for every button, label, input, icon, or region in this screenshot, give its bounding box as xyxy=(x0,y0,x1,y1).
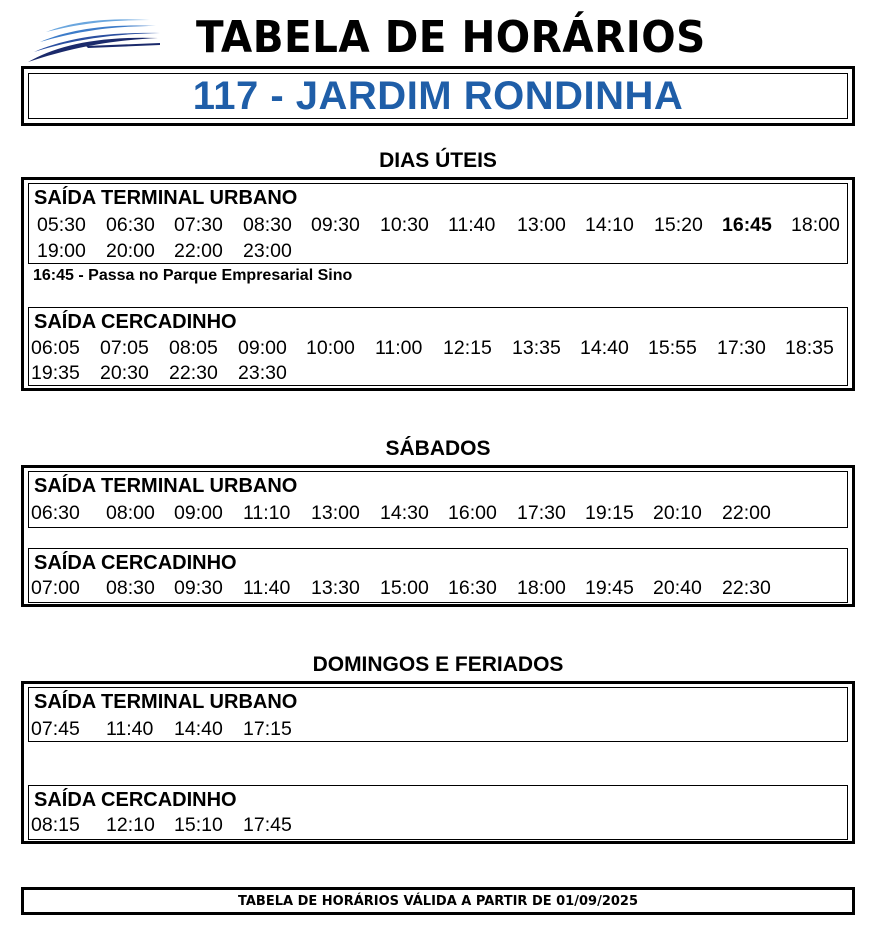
departure-time: 08:30 xyxy=(243,214,292,236)
departure-time: 07:05 xyxy=(100,337,149,359)
departure-time: 20:40 xyxy=(653,577,702,599)
bus-company-logo-icon xyxy=(26,16,162,64)
departure-time: 16:30 xyxy=(448,577,497,599)
schedule-note: 16:45 - Passa no Parque Empresarial Sino xyxy=(33,267,353,284)
group-domingos-terminal xyxy=(28,687,848,742)
route-inner-frame xyxy=(28,73,848,119)
departure-time: 07:45 xyxy=(31,718,80,740)
departure-time: 15:10 xyxy=(174,814,223,836)
route-title: 117 - JARDIM RONDINHA xyxy=(192,73,684,118)
departure-time: 08:05 xyxy=(169,337,218,359)
departure-time: 14:30 xyxy=(380,502,429,524)
departure-time: 19:35 xyxy=(31,362,80,384)
section-dias-uteis xyxy=(21,177,855,391)
departure-time: 14:10 xyxy=(585,214,634,236)
departure-time: 20:30 xyxy=(100,362,149,384)
departure-time: 08:00 xyxy=(106,502,155,524)
departure-time: 19:15 xyxy=(585,502,634,524)
departure-time: 13:35 xyxy=(512,337,561,359)
departure-time: 11:10 xyxy=(243,502,291,524)
times-row xyxy=(29,239,847,263)
departure-time: 17:15 xyxy=(243,718,292,740)
times-row xyxy=(29,336,847,360)
departure-time: 11:40 xyxy=(106,718,154,740)
departure-time: 15:00 xyxy=(380,577,429,599)
departure-time: 22:00 xyxy=(722,502,771,524)
route-box xyxy=(21,66,855,126)
departure-time: 14:40 xyxy=(174,718,223,740)
departure-time: 18:00 xyxy=(791,214,840,236)
departure-time: 08:15 xyxy=(31,814,80,836)
group-sabados-terminal xyxy=(28,471,848,528)
departure-time: 18:35 xyxy=(785,337,834,359)
group-domingos-cercadinho xyxy=(28,785,848,840)
page-title: TABELA DE HORÁRIOS xyxy=(196,12,706,63)
departure-time: 23:00 xyxy=(243,240,292,262)
times-row xyxy=(29,213,847,237)
group-title: SAÍDA TERMINAL URBANO xyxy=(34,691,298,713)
departure-time: 07:30 xyxy=(174,214,223,236)
group-dias-uteis-terminal xyxy=(28,183,848,264)
departure-time: 13:30 xyxy=(311,577,360,599)
departure-time: 20:00 xyxy=(106,240,155,262)
departure-time: 14:40 xyxy=(580,337,629,359)
section-title-domingos: DOMINGOS E FERIADOS xyxy=(312,653,564,676)
departure-time: 12:15 xyxy=(443,337,492,359)
group-title: SAÍDA CERCADINHO xyxy=(34,311,237,333)
departure-time: 13:00 xyxy=(517,214,566,236)
departure-time: 19:00 xyxy=(37,240,86,262)
times-row xyxy=(29,717,847,741)
departure-time: 19:45 xyxy=(585,577,634,599)
departure-time: 23:30 xyxy=(238,362,287,384)
times-row xyxy=(29,813,847,837)
group-title: SAÍDA CERCADINHO xyxy=(34,789,237,811)
section-domingos xyxy=(21,681,855,844)
section-sabados xyxy=(21,465,855,607)
group-sabados-cercadinho xyxy=(28,548,848,603)
departure-time: 15:55 xyxy=(648,337,697,359)
departure-time: 10:30 xyxy=(380,214,429,236)
departure-time: 22:30 xyxy=(722,577,771,599)
validity-text: TABELA DE HORÁRIOS VÁLIDA A PARTIR DE 01/09/2025 xyxy=(237,893,638,909)
departure-time: 09:00 xyxy=(238,337,287,359)
departure-time: 12:10 xyxy=(106,814,155,836)
departure-time: 06:05 xyxy=(31,337,80,359)
departure-time: 08:30 xyxy=(106,577,155,599)
group-title: SAÍDA TERMINAL URBANO xyxy=(34,187,298,209)
departure-time: 16:00 xyxy=(448,502,497,524)
departure-time: 11:40 xyxy=(243,577,291,599)
departure-time: 13:00 xyxy=(311,502,360,524)
times-row xyxy=(29,361,847,385)
group-title: SAÍDA CERCADINHO xyxy=(34,552,237,574)
departure-time: 18:00 xyxy=(517,577,566,599)
departure-time: 09:00 xyxy=(174,502,223,524)
section-title-sabados: SÁBADOS xyxy=(385,437,491,460)
departure-time: 17:45 xyxy=(243,814,292,836)
departure-time: 11:40 xyxy=(448,214,496,236)
times-row xyxy=(29,501,847,525)
departure-time: 06:30 xyxy=(31,502,80,524)
departure-time: 22:30 xyxy=(169,362,218,384)
highlighted-departure-time: 16:45 xyxy=(722,214,772,236)
departure-time: 20:10 xyxy=(653,502,702,524)
times-row xyxy=(29,576,847,600)
group-title: SAÍDA TERMINAL URBANO xyxy=(34,475,298,497)
departure-time: 11:00 xyxy=(375,337,423,359)
departure-time: 17:30 xyxy=(517,502,566,524)
departure-time: 09:30 xyxy=(174,577,223,599)
group-dias-uteis-cercadinho xyxy=(28,307,848,386)
departure-time: 10:00 xyxy=(306,337,355,359)
departure-time: 15:20 xyxy=(654,214,703,236)
departure-time: 05:30 xyxy=(37,214,86,236)
section-title-dias-uteis: DIAS ÚTEIS xyxy=(379,149,497,172)
departure-time: 22:00 xyxy=(174,240,223,262)
departure-time: 17:30 xyxy=(717,337,766,359)
departure-time: 06:30 xyxy=(106,214,155,236)
departure-time: 09:30 xyxy=(311,214,360,236)
validity-footer xyxy=(21,887,855,915)
departure-time: 07:00 xyxy=(31,577,80,599)
